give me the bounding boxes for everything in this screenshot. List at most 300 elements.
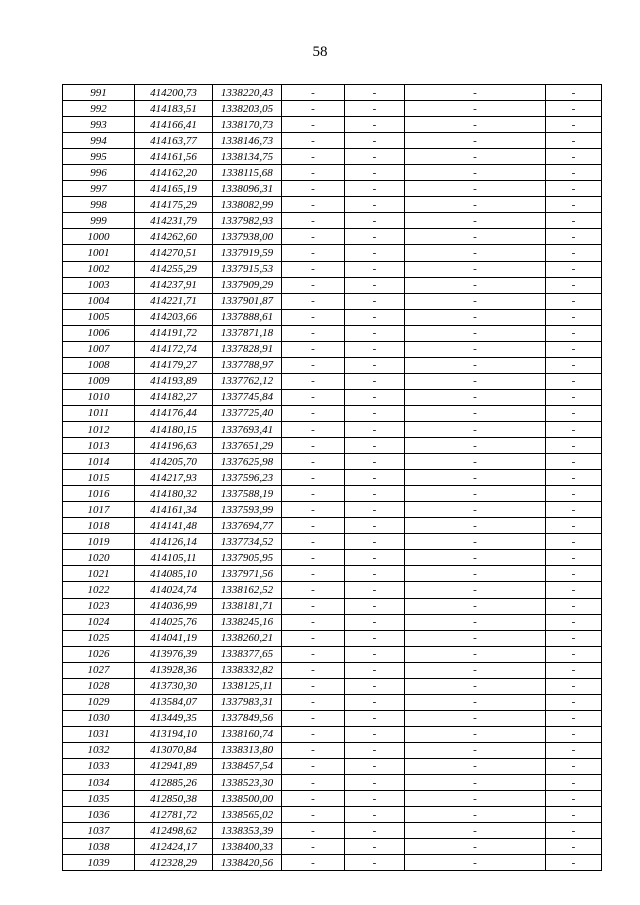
y-coordinate-cell: 1338245,16 (213, 614, 282, 630)
point-number-cell: 1035 (63, 791, 135, 807)
y-coordinate-cell: 1337871,18 (213, 325, 282, 341)
column-4-cell: - (282, 245, 345, 261)
page-number: 58 (312, 44, 328, 60)
column-5-cell: - (345, 309, 405, 325)
column-7-cell: - (546, 149, 602, 165)
column-4-cell: - (282, 502, 345, 518)
column-5-cell: - (345, 293, 405, 309)
x-coordinate-cell: 414176,44 (135, 405, 213, 421)
column-4-cell: - (282, 309, 345, 325)
column-4-cell: - (282, 710, 345, 726)
y-coordinate-cell: 1338332,82 (213, 662, 282, 678)
column-6-cell: - (405, 309, 546, 325)
table-row (63, 325, 602, 341)
x-coordinate-cell: 413928,36 (135, 662, 213, 678)
x-coordinate-cell: 412885,26 (135, 775, 213, 791)
column-6-cell: - (405, 325, 546, 341)
column-5-cell: - (345, 742, 405, 758)
column-7-cell: - (546, 710, 602, 726)
table-row (63, 486, 602, 502)
x-coordinate-cell: 414196,63 (135, 438, 213, 454)
point-number-cell: 1039 (63, 855, 135, 871)
point-number-cell: 1023 (63, 598, 135, 614)
x-coordinate-cell: 414262,60 (135, 229, 213, 245)
column-7-cell: - (546, 630, 602, 646)
x-coordinate-cell: 413194,10 (135, 726, 213, 742)
table-row (63, 229, 602, 245)
column-7-cell: - (546, 791, 602, 807)
y-coordinate-cell: 1337888,61 (213, 309, 282, 325)
column-5-cell: - (345, 582, 405, 598)
column-4-cell: - (282, 165, 345, 181)
table-row (63, 726, 602, 742)
column-4-cell: - (282, 261, 345, 277)
point-number-cell: 1029 (63, 694, 135, 710)
y-coordinate-cell: 1338203,05 (213, 101, 282, 117)
y-coordinate-cell: 1338457,54 (213, 758, 282, 774)
column-6-cell: - (405, 133, 546, 149)
point-number-cell: 1013 (63, 438, 135, 454)
column-6-cell: - (405, 229, 546, 245)
column-7-cell: - (546, 775, 602, 791)
column-5-cell: - (345, 325, 405, 341)
point-number-cell: 1037 (63, 823, 135, 839)
column-4-cell: - (282, 438, 345, 454)
y-coordinate-cell: 1337938,00 (213, 229, 282, 245)
column-5-cell: - (345, 486, 405, 502)
column-6-cell: - (405, 758, 546, 774)
y-coordinate-cell: 1338162,52 (213, 582, 282, 598)
column-5-cell: - (345, 261, 405, 277)
column-4-cell: - (282, 357, 345, 373)
column-7-cell: - (546, 678, 602, 694)
column-4-cell: - (282, 582, 345, 598)
column-6-cell: - (405, 293, 546, 309)
column-5-cell: - (345, 165, 405, 181)
column-5-cell: - (345, 534, 405, 550)
column-6-cell: - (405, 502, 546, 518)
table-row (63, 582, 602, 598)
column-6-cell: - (405, 726, 546, 742)
x-coordinate-cell: 414041,19 (135, 630, 213, 646)
y-coordinate-cell: 1337971,56 (213, 566, 282, 582)
x-coordinate-cell: 414183,51 (135, 101, 213, 117)
y-coordinate-cell: 1338500,00 (213, 791, 282, 807)
column-6-cell: - (405, 630, 546, 646)
y-coordinate-cell: 1337725,40 (213, 405, 282, 421)
point-number-cell: 1009 (63, 373, 135, 389)
y-coordinate-cell: 1337651,29 (213, 438, 282, 454)
column-5-cell: - (345, 197, 405, 213)
column-6-cell: - (405, 213, 546, 229)
column-4-cell: - (282, 775, 345, 791)
y-coordinate-cell: 1337983,31 (213, 694, 282, 710)
column-6-cell: - (405, 470, 546, 486)
y-coordinate-cell: 1337596,23 (213, 470, 282, 486)
column-4-cell: - (282, 421, 345, 437)
x-coordinate-cell: 414180,15 (135, 421, 213, 437)
column-6-cell: - (405, 646, 546, 662)
column-6-cell: - (405, 678, 546, 694)
table-row (63, 534, 602, 550)
column-4-cell: - (282, 117, 345, 133)
point-number-cell: 996 (63, 165, 135, 181)
table-row (63, 149, 602, 165)
table-row (63, 614, 602, 630)
column-5-cell: - (345, 373, 405, 389)
x-coordinate-cell: 414205,70 (135, 454, 213, 470)
table-row (63, 630, 602, 646)
column-6-cell: - (405, 534, 546, 550)
x-coordinate-cell: 414166,41 (135, 117, 213, 133)
column-4-cell: - (282, 758, 345, 774)
column-4-cell: - (282, 389, 345, 405)
column-4-cell: - (282, 550, 345, 566)
point-number-cell: 992 (63, 101, 135, 117)
table-row (63, 839, 602, 855)
column-5-cell: - (345, 710, 405, 726)
column-6-cell: - (405, 518, 546, 534)
column-4-cell: - (282, 630, 345, 646)
y-coordinate-cell: 1337734,52 (213, 534, 282, 550)
y-coordinate-cell: 1338353,39 (213, 823, 282, 839)
column-5-cell: - (345, 245, 405, 261)
point-number-cell: 1014 (63, 454, 135, 470)
y-coordinate-cell: 1337588,19 (213, 486, 282, 502)
point-number-cell: 1032 (63, 742, 135, 758)
column-7-cell: - (546, 550, 602, 566)
x-coordinate-cell: 412850,38 (135, 791, 213, 807)
column-6-cell: - (405, 101, 546, 117)
column-5-cell: - (345, 518, 405, 534)
y-coordinate-cell: 1338260,21 (213, 630, 282, 646)
column-6-cell: - (405, 421, 546, 437)
table-row (63, 341, 602, 357)
table-row (63, 277, 602, 293)
point-number-cell: 1025 (63, 630, 135, 646)
point-number-cell: 1034 (63, 775, 135, 791)
column-6-cell: - (405, 662, 546, 678)
column-7-cell: - (546, 277, 602, 293)
y-coordinate-cell: 1337762,12 (213, 373, 282, 389)
column-5-cell: - (345, 694, 405, 710)
column-5-cell: - (345, 454, 405, 470)
point-number-cell: 1005 (63, 309, 135, 325)
table-row (63, 165, 602, 181)
y-coordinate-cell: 1337849,56 (213, 710, 282, 726)
column-7-cell: - (546, 85, 602, 101)
column-5-cell: - (345, 181, 405, 197)
column-4-cell: - (282, 405, 345, 421)
column-6-cell: - (405, 486, 546, 502)
column-5-cell: - (345, 149, 405, 165)
x-coordinate-cell: 412328,29 (135, 855, 213, 871)
x-coordinate-cell: 414024,74 (135, 582, 213, 598)
column-5-cell: - (345, 550, 405, 566)
column-6-cell: - (405, 277, 546, 293)
table-row (63, 117, 602, 133)
column-7-cell: - (546, 341, 602, 357)
column-7-cell: - (546, 438, 602, 454)
column-4-cell: - (282, 341, 345, 357)
point-number-cell: 1001 (63, 245, 135, 261)
y-coordinate-cell: 1338160,74 (213, 726, 282, 742)
x-coordinate-cell: 414270,51 (135, 245, 213, 261)
point-number-cell: 993 (63, 117, 135, 133)
table-row (63, 742, 602, 758)
column-4-cell: - (282, 85, 345, 101)
table-row (63, 470, 602, 486)
table-row (63, 389, 602, 405)
x-coordinate-cell: 414105,11 (135, 550, 213, 566)
column-7-cell: - (546, 325, 602, 341)
table-row (63, 598, 602, 614)
table-row (63, 309, 602, 325)
column-5-cell: - (345, 213, 405, 229)
table-row (63, 421, 602, 437)
point-number-cell: 1000 (63, 229, 135, 245)
column-6-cell: - (405, 598, 546, 614)
column-4-cell: - (282, 694, 345, 710)
column-7-cell: - (546, 486, 602, 502)
y-coordinate-cell: 1338096,31 (213, 181, 282, 197)
column-7-cell: - (546, 502, 602, 518)
column-6-cell: - (405, 582, 546, 598)
column-4-cell: - (282, 823, 345, 839)
column-6-cell: - (405, 454, 546, 470)
column-4-cell: - (282, 598, 345, 614)
y-coordinate-cell: 1337625,98 (213, 454, 282, 470)
column-4-cell: - (282, 373, 345, 389)
column-5-cell: - (345, 357, 405, 373)
point-number-cell: 991 (63, 85, 135, 101)
table-row (63, 678, 602, 694)
point-number-cell: 999 (63, 213, 135, 229)
x-coordinate-cell: 414172,74 (135, 341, 213, 357)
column-7-cell: - (546, 518, 602, 534)
x-coordinate-cell: 413449,35 (135, 710, 213, 726)
y-coordinate-cell: 1337828,91 (213, 341, 282, 357)
x-coordinate-cell: 413584,07 (135, 694, 213, 710)
column-4-cell: - (282, 197, 345, 213)
point-number-cell: 1036 (63, 807, 135, 823)
column-6-cell: - (405, 791, 546, 807)
column-7-cell: - (546, 213, 602, 229)
table-row (63, 438, 602, 454)
column-4-cell: - (282, 133, 345, 149)
column-6-cell: - (405, 165, 546, 181)
column-6-cell: - (405, 550, 546, 566)
coordinates-table (62, 84, 602, 871)
column-7-cell: - (546, 101, 602, 117)
column-6-cell: - (405, 807, 546, 823)
column-6-cell: - (405, 694, 546, 710)
y-coordinate-cell: 1338523,30 (213, 775, 282, 791)
column-7-cell: - (546, 726, 602, 742)
column-7-cell: - (546, 582, 602, 598)
column-5-cell: - (345, 598, 405, 614)
point-number-cell: 1010 (63, 389, 135, 405)
y-coordinate-cell: 1337593,99 (213, 502, 282, 518)
column-6-cell: - (405, 823, 546, 839)
column-7-cell: - (546, 807, 602, 823)
column-4-cell: - (282, 534, 345, 550)
point-number-cell: 1017 (63, 502, 135, 518)
column-5-cell: - (345, 662, 405, 678)
table-row (63, 213, 602, 229)
x-coordinate-cell: 414036,99 (135, 598, 213, 614)
column-7-cell: - (546, 165, 602, 181)
column-5-cell: - (345, 389, 405, 405)
column-7-cell: - (546, 373, 602, 389)
column-5-cell: - (345, 229, 405, 245)
column-4-cell: - (282, 454, 345, 470)
point-number-cell: 995 (63, 149, 135, 165)
point-number-cell: 1038 (63, 839, 135, 855)
column-5-cell: - (345, 807, 405, 823)
table-row (63, 405, 602, 421)
x-coordinate-cell: 414175,29 (135, 197, 213, 213)
point-number-cell: 1002 (63, 261, 135, 277)
table-row (63, 807, 602, 823)
table-row (63, 85, 602, 101)
column-5-cell: - (345, 646, 405, 662)
x-coordinate-cell: 414231,79 (135, 213, 213, 229)
table-row (63, 454, 602, 470)
y-coordinate-cell: 1338146,73 (213, 133, 282, 149)
column-4-cell: - (282, 518, 345, 534)
column-6-cell: - (405, 197, 546, 213)
column-7-cell: - (546, 646, 602, 662)
column-6-cell: - (405, 742, 546, 758)
column-7-cell: - (546, 293, 602, 309)
column-4-cell: - (282, 807, 345, 823)
table-row (63, 775, 602, 791)
table-row (63, 550, 602, 566)
column-7-cell: - (546, 839, 602, 855)
table-row (63, 758, 602, 774)
column-4-cell: - (282, 791, 345, 807)
column-4-cell: - (282, 486, 345, 502)
y-coordinate-cell: 1338220,43 (213, 85, 282, 101)
table-row (63, 791, 602, 807)
column-4-cell: - (282, 149, 345, 165)
column-7-cell: - (546, 245, 602, 261)
column-6-cell: - (405, 566, 546, 582)
column-6-cell: - (405, 775, 546, 791)
point-number-cell: 1019 (63, 534, 135, 550)
column-4-cell: - (282, 293, 345, 309)
column-7-cell: - (546, 117, 602, 133)
point-number-cell: 997 (63, 181, 135, 197)
x-coordinate-cell: 413976,39 (135, 646, 213, 662)
y-coordinate-cell: 1337915,53 (213, 261, 282, 277)
column-4-cell: - (282, 277, 345, 293)
table-row (63, 101, 602, 117)
x-coordinate-cell: 414180,32 (135, 486, 213, 502)
x-coordinate-cell: 412424,17 (135, 839, 213, 855)
column-6-cell: - (405, 245, 546, 261)
column-5-cell: - (345, 341, 405, 357)
point-number-cell: 1024 (63, 614, 135, 630)
x-coordinate-cell: 412781,72 (135, 807, 213, 823)
column-6-cell: - (405, 149, 546, 165)
column-6-cell: - (405, 710, 546, 726)
column-6-cell: - (405, 839, 546, 855)
column-4-cell: - (282, 325, 345, 341)
table-row (63, 181, 602, 197)
y-coordinate-cell: 1337919,59 (213, 245, 282, 261)
table-row (63, 373, 602, 389)
column-5-cell: - (345, 405, 405, 421)
y-coordinate-cell: 1338181,71 (213, 598, 282, 614)
column-7-cell: - (546, 405, 602, 421)
column-5-cell: - (345, 614, 405, 630)
y-coordinate-cell: 1338377,65 (213, 646, 282, 662)
table-row (63, 518, 602, 534)
column-4-cell: - (282, 839, 345, 855)
column-6-cell: - (405, 341, 546, 357)
column-7-cell: - (546, 389, 602, 405)
coordinates-table-body (63, 85, 602, 871)
column-7-cell: - (546, 421, 602, 437)
x-coordinate-cell: 414193,89 (135, 373, 213, 389)
column-6-cell: - (405, 373, 546, 389)
column-6-cell: - (405, 438, 546, 454)
x-coordinate-cell: 414203,66 (135, 309, 213, 325)
column-4-cell: - (282, 229, 345, 245)
table-row (63, 823, 602, 839)
y-coordinate-cell: 1337982,93 (213, 213, 282, 229)
column-7-cell: - (546, 229, 602, 245)
point-number-cell: 1028 (63, 678, 135, 694)
y-coordinate-cell: 1338313,80 (213, 742, 282, 758)
point-number-cell: 1011 (63, 405, 135, 421)
column-5-cell: - (345, 277, 405, 293)
column-7-cell: - (546, 855, 602, 871)
table-row (63, 293, 602, 309)
column-5-cell: - (345, 678, 405, 694)
column-5-cell: - (345, 726, 405, 742)
table-row (63, 357, 602, 373)
x-coordinate-cell: 414162,20 (135, 165, 213, 181)
column-7-cell: - (546, 261, 602, 277)
column-4-cell: - (282, 855, 345, 871)
x-coordinate-cell: 414255,29 (135, 261, 213, 277)
column-7-cell: - (546, 614, 602, 630)
column-5-cell: - (345, 758, 405, 774)
column-7-cell: - (546, 758, 602, 774)
point-number-cell: 1027 (63, 662, 135, 678)
column-5-cell: - (345, 438, 405, 454)
x-coordinate-cell: 414161,34 (135, 502, 213, 518)
column-5-cell: - (345, 839, 405, 855)
column-7-cell: - (546, 357, 602, 373)
x-coordinate-cell: 412498,62 (135, 823, 213, 839)
point-number-cell: 994 (63, 133, 135, 149)
column-6-cell: - (405, 181, 546, 197)
column-4-cell: - (282, 101, 345, 117)
table-row (63, 133, 602, 149)
point-number-cell: 1003 (63, 277, 135, 293)
column-5-cell: - (345, 791, 405, 807)
y-coordinate-cell: 1338170,73 (213, 117, 282, 133)
column-5-cell: - (345, 117, 405, 133)
y-coordinate-cell: 1338565,02 (213, 807, 282, 823)
column-7-cell: - (546, 454, 602, 470)
column-5-cell: - (345, 133, 405, 149)
column-6-cell: - (405, 261, 546, 277)
